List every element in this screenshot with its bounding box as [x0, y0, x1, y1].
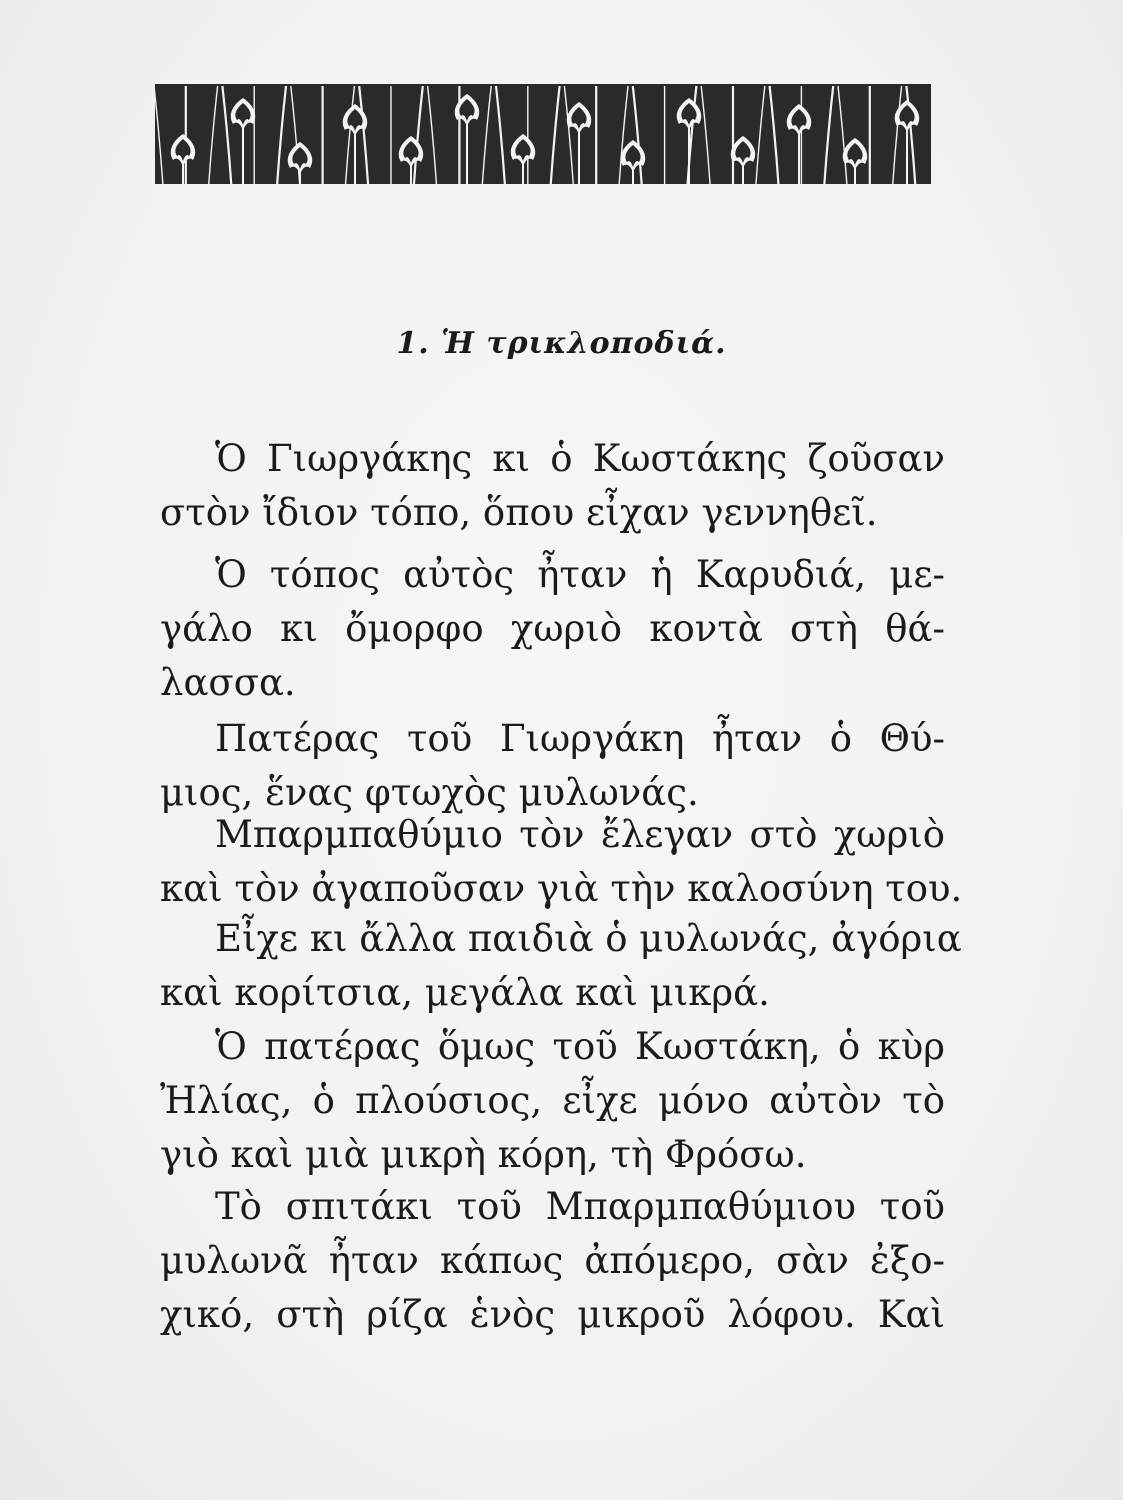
text-line: μυλωνᾶ ἦταν κάπως ἀπόμερο, σὰν ἐξο-: [160, 1239, 945, 1282]
text-line: καὶ τὸν ἀγαποῦσαν γιὰ τὴν καλοσύνη του.: [160, 867, 963, 910]
text-line: χικό, στὴ ρίζα ἑνὸς μικροῦ λόφου. Καὶ: [160, 1293, 945, 1336]
iris-border-ornament: [155, 80, 931, 190]
text-line: Ἠλίας, ὁ πλούσιος, εἶχε μόνο αὐτὸν τὸ: [160, 1079, 945, 1122]
paragraph-6: [160, 1020, 945, 1182]
text-line: Ὁ πατέρας ὅμως τοῦ Κωστάκη, ὁ κὺρ: [215, 1025, 945, 1068]
paragraph-5: [160, 912, 962, 1020]
text-line: στὸν ἴδιον τόπο, ὅπου εἶχαν γεννηθεῖ.: [160, 491, 878, 534]
paragraph-2: [160, 548, 945, 710]
paragraph-4: [160, 808, 963, 916]
paragraph-1: [160, 432, 945, 540]
text-line: Ὁ τόπος αὐτὸς ἦταν ἡ Καρυδιά, με-: [215, 553, 945, 596]
text-line: Πατέρας τοῦ Γιωργάκη ἦταν ὁ Θύ-: [215, 717, 945, 760]
text-line: Ὁ Γιωργάκης κι ὁ Κωστάκης ζοῦσαν: [215, 437, 945, 480]
text-line: γάλο κι ὄμορφο χωριὸ κοντὰ στὴ θά-: [160, 607, 945, 650]
text-line: Τὸ σπιτάκι τοῦ Μπαρμπαθύμιου τοῦ: [215, 1185, 945, 1228]
text-line: Εἶχε κι ἄλλα παιδιὰ ὁ μυλωνάς, ἀγόρια: [215, 917, 962, 960]
chapter-title: 1. Ἡ τρικλοποδιά.: [396, 326, 727, 361]
text-line: Μπαρμπαθύμιο τὸν ἔλεγαν στὸ χωριὸ: [215, 813, 945, 856]
text-line: μιος, ἕνας φτωχὸς μυλωνάς.: [160, 771, 699, 814]
text-line: καὶ κορίτσια, μεγάλα καὶ μικρά.: [160, 971, 770, 1014]
paragraph-3: [160, 712, 945, 820]
paragraph-7: [160, 1180, 945, 1342]
text-line: λασσα.: [160, 661, 296, 704]
text-line: γιὸ καὶ μιὰ μικρὴ κόρη, τὴ Φρόσω.: [160, 1133, 807, 1176]
